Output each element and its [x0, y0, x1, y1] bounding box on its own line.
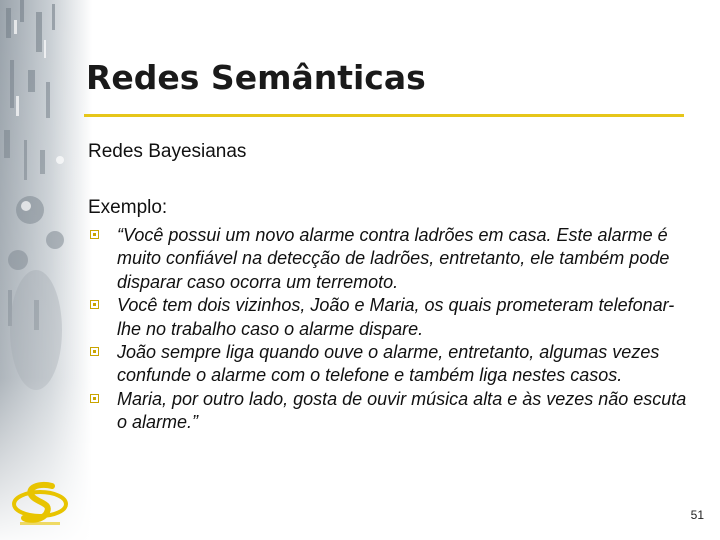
title-underline	[84, 114, 684, 117]
bullet-item	[88, 224, 698, 294]
bullet-item	[88, 388, 698, 435]
slide-title: Redes Semânticas	[86, 58, 426, 97]
slide-subtitle: Redes Bayesianas	[88, 141, 247, 162]
bullet-item	[88, 341, 698, 388]
example-label: Exemplo:	[88, 197, 168, 218]
bullet-text: Maria, por outro lado, gosta de ouvir música alta e às vezes não escuta o alarme.”	[117, 388, 687, 433]
square-bullet-icon	[90, 230, 99, 239]
square-bullet-icon	[90, 394, 99, 403]
side-decoration-image	[0, 0, 92, 540]
page-number: 51	[690, 508, 704, 522]
logo-icon	[12, 478, 68, 530]
bullet-text: “Você possui um novo alarme contra ladrões em casa. Este alarme é muito confiável na detecção de ladrões, entretanto, ele também pode disparar caso ocorra um terremoto.	[117, 225, 670, 292]
bullet-text: Você tem dois vizinhos, João e Maria, os quais prometeram telefonar-lhe no trabalho caso o alarme dispare.	[117, 295, 675, 339]
bullet-text: João sempre liga quando ouve o alarme, entretanto, algumas vezes confunde o alarme com o telefone e também liga nestes casos.	[117, 342, 660, 386]
square-bullet-icon	[90, 300, 99, 309]
square-bullet-icon	[90, 347, 99, 356]
bullet-list	[88, 224, 698, 435]
bullet-item	[88, 294, 698, 341]
